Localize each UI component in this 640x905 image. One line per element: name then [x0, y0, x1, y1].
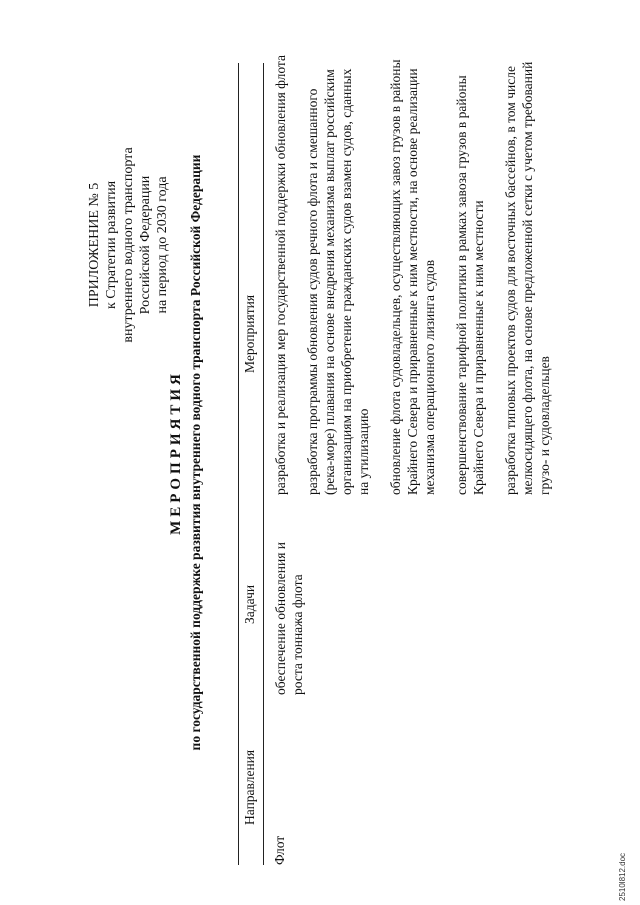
header-directions: Направления: [242, 749, 257, 825]
cell-direction: Флот: [272, 835, 287, 865]
document-title: МЕРОПРИЯТИЯ: [168, 370, 184, 535]
file-code: 2510l812.doc: [618, 852, 627, 901]
measures-table: [238, 55, 552, 865]
appendix-ref-line: Российской Федерации: [138, 175, 153, 315]
appendix-block: [86, 80, 171, 410]
measure-item: разработка программы обновления судов речного флота и смешанного (река-море) плавания на основе внедрения механизма выплат российским организациям на приобретение гражданских судов взамен судов, сданных на утилизацию: [305, 68, 371, 495]
document-subtitle: по государственной поддержке развития внутреннего водного транспорта Российской Федерации: [188, 154, 203, 751]
cell-measures: [272, 55, 568, 495]
header-tasks: Задачи: [242, 584, 257, 624]
header-measures: Мероприятия: [242, 294, 257, 373]
measure-item: разработка и реализация мер государственной поддержки обновления флота: [273, 55, 288, 495]
measure-item: обновление флота судовладельцев, осуществляющих завоз грузов в районы Крайнего Севера и приравненные к ним местности, на основе реализации механизма операционного лизинга судов: [388, 59, 437, 495]
measure-item: совершенствование тарифной политики в рамках завоза грузов в районы Крайнего Севера и приравненные к ним местности: [454, 75, 486, 495]
appendix-ref-line: внутреннего водного транспорта: [121, 147, 136, 343]
measure-item: разработка типовых проектов судов для восточных бассейнов, в том числе мелкосидящего флота, на основе предложенной сетки с учетом требований грузо- и судовладельцев: [503, 61, 552, 495]
cell-task: обеспечение обновления и роста тоннажа флота: [273, 541, 305, 695]
appendix-ref-line: к Стратегии развития: [104, 180, 119, 310]
appendix-ref-line: на период до 2030 года: [155, 176, 170, 314]
table-header: [238, 63, 264, 865]
appendix-number: ПРИЛОЖЕНИЕ № 5: [87, 182, 102, 308]
